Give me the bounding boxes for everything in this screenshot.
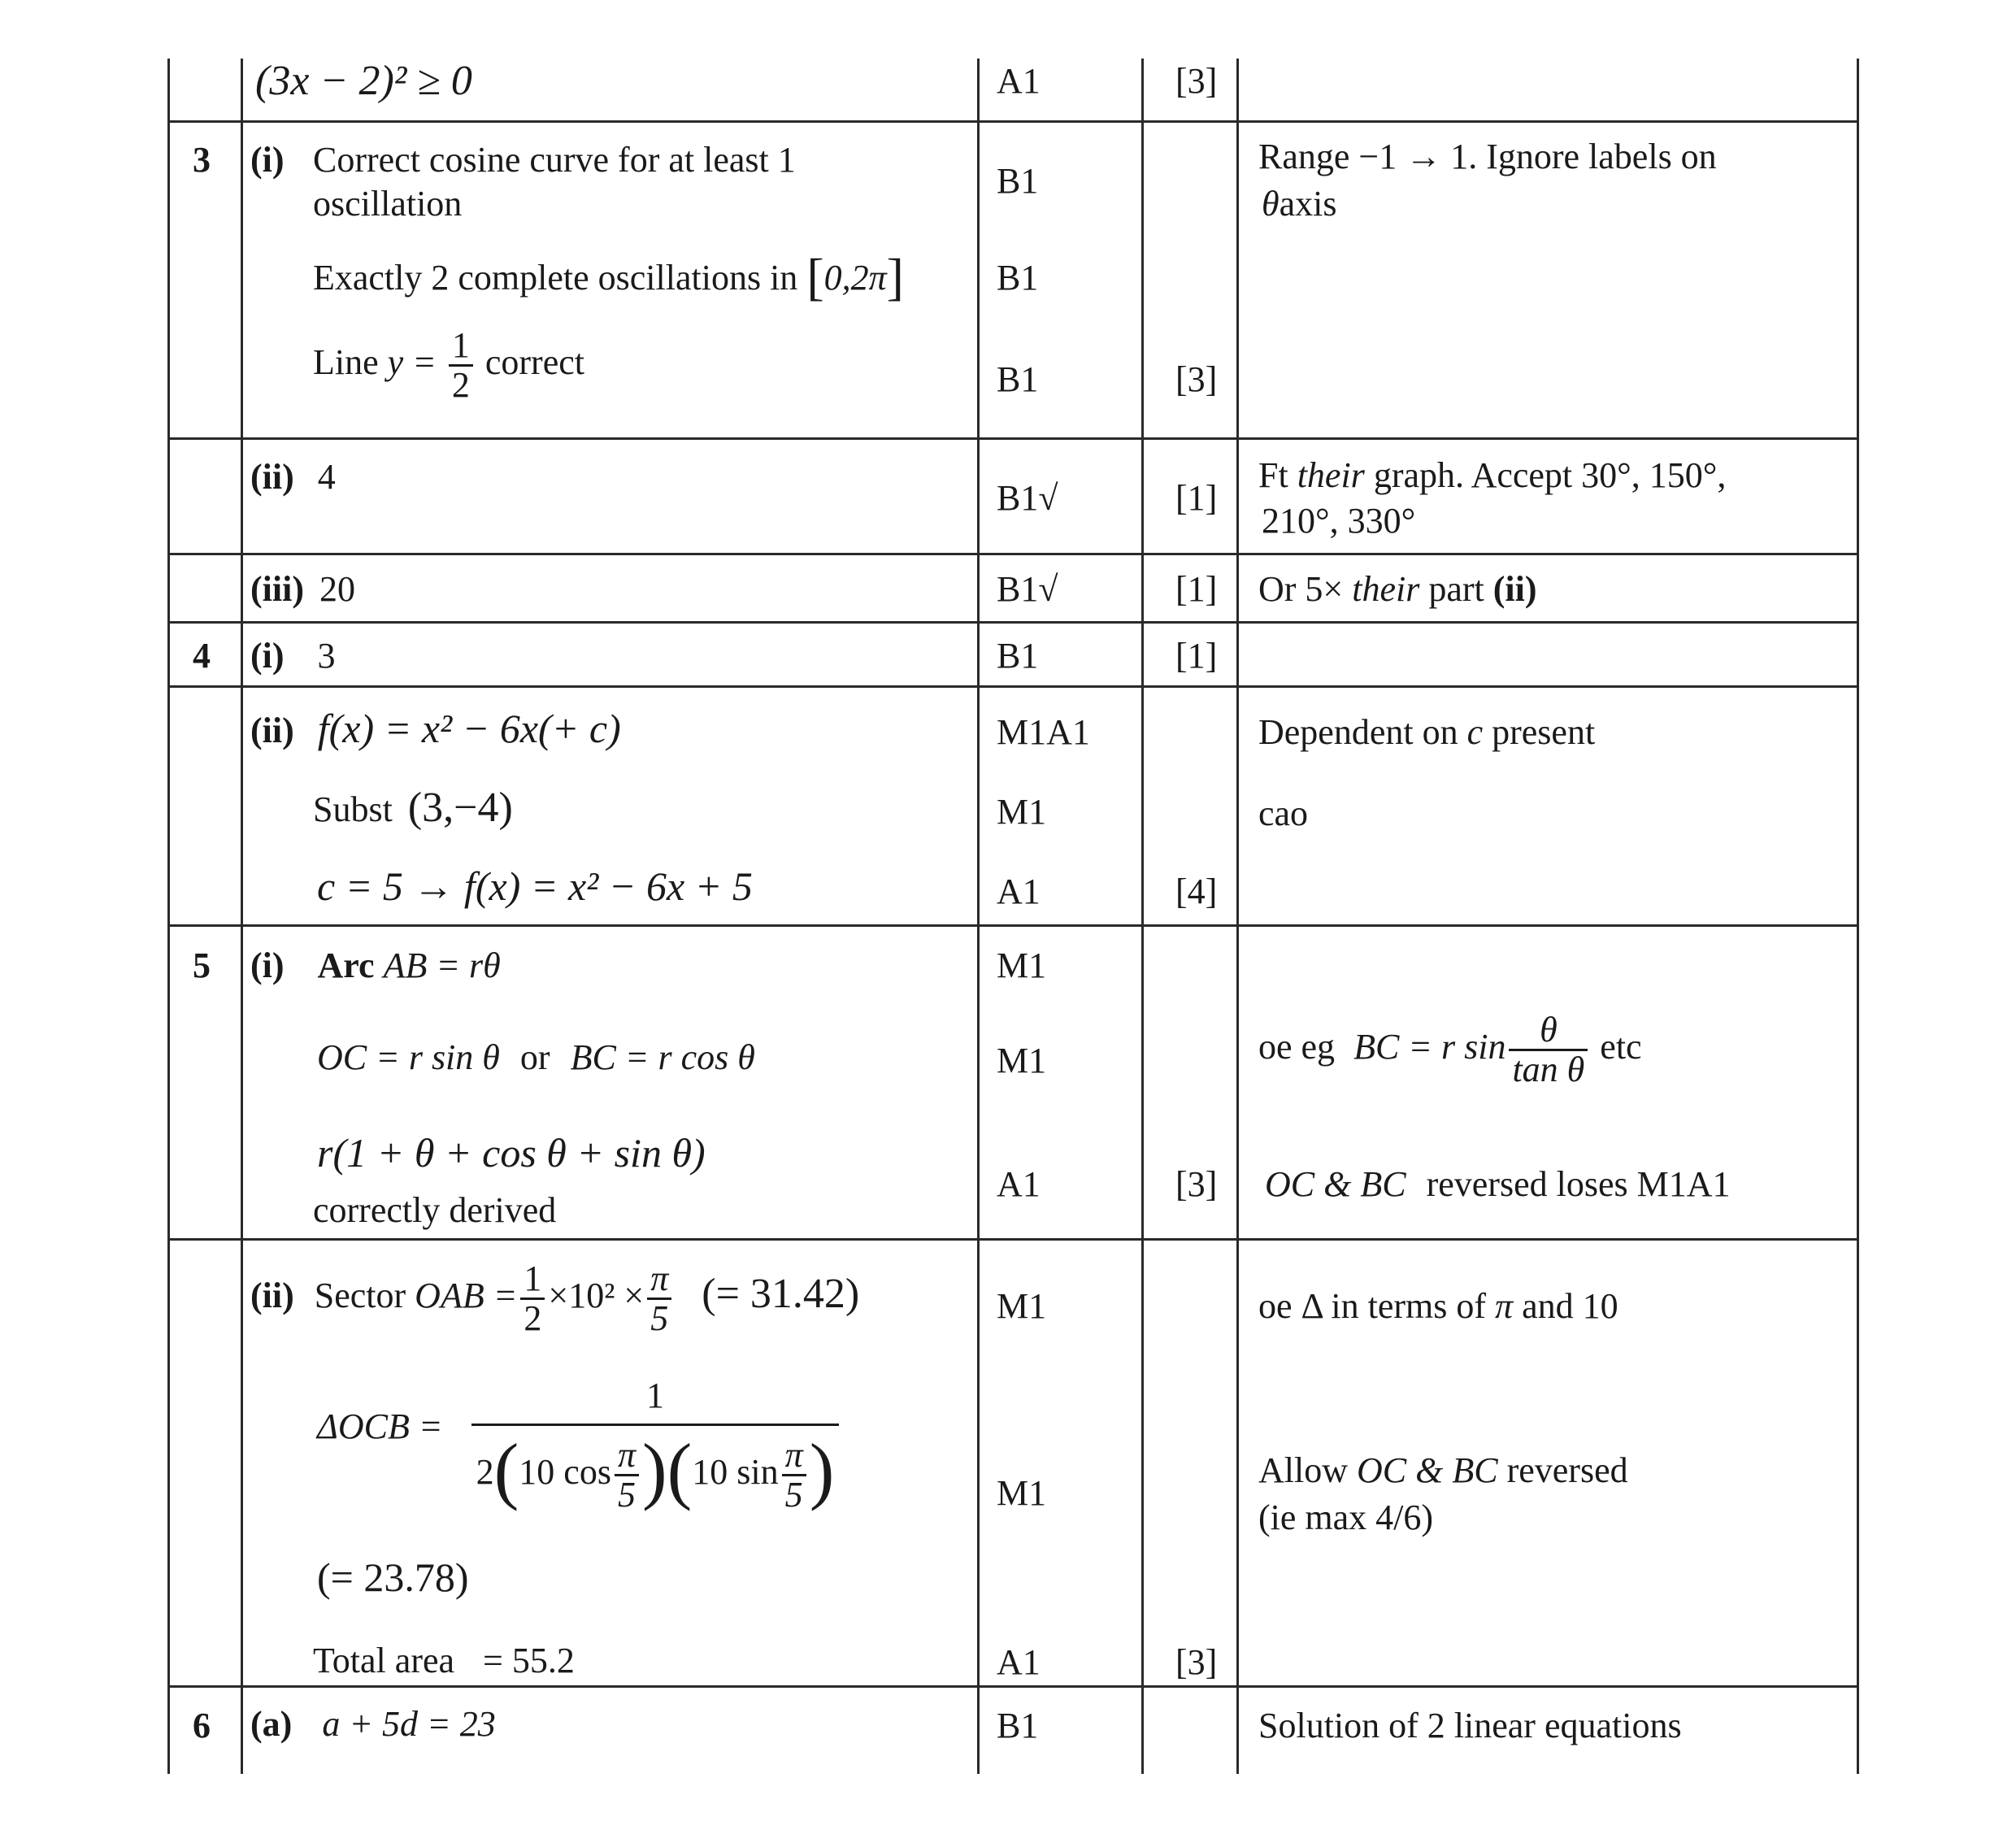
mark-cell: A1 [997, 872, 1041, 911]
part-label: (ii) [250, 711, 294, 750]
mark-cell: B1 [997, 258, 1039, 298]
answer-cell: r(1 + θ + cos θ + sin θ) [317, 1130, 706, 1176]
guidance-cell: Dependent on c present [1258, 712, 1596, 752]
answer-cell: (ii) 4 [250, 457, 336, 497]
answer-cell: Total area = 55.2 [313, 1641, 575, 1680]
total-cell: [1] [1175, 636, 1218, 676]
column-divider [977, 59, 980, 1774]
column-divider [1236, 59, 1239, 1774]
answer-cell: (3x − 2)² ≥ 0 [255, 58, 472, 104]
answer-cell: c = 5 → f(x) = x² − 6x + 5 [317, 863, 753, 909]
fraction: $\frac{\theta}{\text{tan θ}}$ [1509, 1011, 1588, 1089]
mark-cell: B1 [997, 161, 1039, 201]
total-cell: [4] [1175, 872, 1218, 911]
mark-cell: M1 [997, 945, 1047, 985]
guidance-cell: cao [1258, 793, 1309, 833]
mark-cell: M1 [997, 1286, 1047, 1326]
answer-cell: OC = r sin θ or BC = r cos θ [317, 1037, 755, 1077]
fraction-numerator: 1 [471, 1376, 839, 1426]
mark-cell: B1 [997, 1706, 1039, 1745]
part-label: (iii) [250, 569, 304, 609]
guidance-cell: OC & BC reversed loses M1A1 [1265, 1164, 1731, 1204]
fraction: $\frac{\pi}{5}$ [615, 1437, 639, 1514]
part-label: (i) [250, 636, 285, 676]
fraction: $\frac{1}{2}$ [520, 1260, 545, 1337]
math-var: θ [1262, 184, 1280, 224]
answer-cell: (a) a + 5d = 23 [250, 1704, 496, 1744]
math-var: y = [387, 341, 437, 382]
total-cell: [3] [1175, 1642, 1218, 1682]
guidance-cell: θaxis [1262, 184, 1337, 224]
answer-cell: Correct cosine curve for at least 1 [313, 140, 796, 180]
answer-cell: oscillation [313, 184, 463, 224]
mark-cell: M1 [997, 1473, 1047, 1513]
mark-cell: B1 [997, 359, 1039, 399]
part-label: (i) [250, 140, 285, 180]
total-cell: [1] [1175, 569, 1218, 609]
question-number: 5 [193, 945, 211, 985]
answer-cell: (= 23.78) [317, 1554, 469, 1600]
answer-cell: (i) 3 [250, 636, 336, 676]
answer-cell: Subst (3,−4) [313, 785, 513, 831]
part-label: (ii) [250, 1275, 294, 1315]
answer-text: Line [313, 341, 379, 382]
total-cell: [3] [1175, 359, 1218, 399]
guidance-cell: oe eg BC = r sin $\frac{\theta}{\text{tan θ}}$ etc [1258, 1010, 1642, 1090]
guidance-cell: Range −1 → 1. Ignore labels on [1258, 137, 1717, 176]
guidance-cell: 210°, 330° [1262, 501, 1416, 541]
column-divider [167, 59, 170, 1774]
mark-cell: B1√ [997, 569, 1058, 609]
part-label: (ii) [250, 457, 294, 497]
guidance-cell: (ie max 4/6) [1258, 1497, 1434, 1537]
row-divider [169, 1238, 1858, 1241]
part-label: (a) [250, 1704, 293, 1744]
answer-text: Exactly 2 complete oscillations in [313, 258, 798, 298]
mark-cell: A1 [997, 61, 1041, 101]
interval: 0,2π [823, 258, 887, 298]
fraction-block [471, 1376, 839, 1514]
mark-cell: A1 [997, 1164, 1041, 1204]
mark-cell: B1√ [997, 478, 1058, 518]
answer-cell [313, 327, 584, 404]
total-cell: [1] [1175, 478, 1218, 518]
total-cell: [3] [1175, 1164, 1218, 1204]
fraction-denominator: 2(10 cos $\frac{\pi}{5}$ )(10 sin $\frac{\pi}{5}$ ) [476, 1428, 835, 1515]
mark-cell: A1 [997, 1642, 1041, 1682]
total-cell: [3] [1175, 61, 1218, 101]
mark-cell: M1 [997, 1041, 1047, 1080]
answer-cell: (i) Arc AB = rθ [250, 945, 501, 985]
mark-cell: M1A1 [997, 712, 1090, 752]
column-divider [1857, 59, 1859, 1774]
guidance-cell: Solution of 2 linear equations [1258, 1706, 1682, 1745]
row-divider [169, 1685, 1858, 1688]
mark-cell: B1 [997, 636, 1039, 676]
column-divider [241, 59, 243, 1774]
question-number: 4 [193, 636, 211, 676]
guidance-cell: oe Δ in terms of π and 10 [1258, 1286, 1618, 1326]
answer-cell: Exactly 2 complete oscillations in [0,2π] [313, 248, 904, 306]
answer-cell: ΔOCB = [317, 1406, 443, 1446]
guidance-cell: Ft their graph. Accept 30°, 150°, [1258, 455, 1727, 495]
row-divider [169, 621, 1858, 624]
row-divider [169, 120, 1858, 123]
column-divider [1141, 59, 1144, 1774]
row-divider [169, 553, 1858, 555]
row-divider [169, 437, 1858, 440]
fraction: $\frac{\pi}{5}$ [782, 1437, 806, 1514]
row-divider [169, 924, 1858, 927]
answer-cell: (iii) 20 [250, 569, 355, 609]
answer-cell: (ii) f(x) = x² − 6x(+ c) [250, 706, 621, 751]
row-divider [169, 685, 1858, 688]
answer-cell: correctly derived [313, 1190, 557, 1230]
question-number: 3 [193, 140, 211, 180]
answer-text: correct [484, 341, 584, 382]
answer-cell: (ii) Sector OAB = $\frac{1}{2}$ ×10² × $\frac{\pi}{5}$ (= 31.42) [250, 1258, 860, 1339]
fraction: $\frac{\pi}{5}$ [647, 1260, 671, 1337]
question-number: 6 [193, 1706, 211, 1745]
guidance-cell: Or 5× their part (ii) [1258, 569, 1537, 609]
part-label: (i) [250, 945, 285, 985]
mark-cell: M1 [997, 792, 1047, 832]
guidance-cell: Allow OC & BC reversed [1258, 1450, 1628, 1490]
fraction: $\frac{1}{2}$ [449, 327, 473, 404]
